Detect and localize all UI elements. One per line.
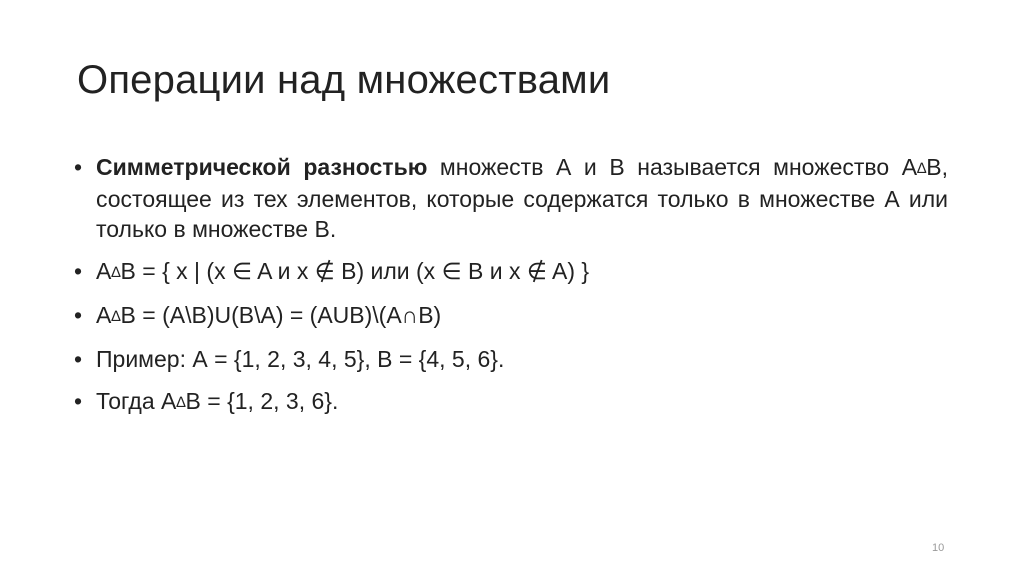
bullet-set-builder bbox=[72, 256, 948, 288]
formula-prefix: А bbox=[96, 258, 112, 284]
bullet-definition bbox=[72, 152, 948, 244]
delta-symbol: ∆ bbox=[111, 264, 121, 281]
result-text: В = {1, 2, 3, 6}. bbox=[185, 388, 339, 414]
term-bold: Симметрической разностью bbox=[96, 154, 428, 180]
example-text: Пример: А = {1, 2, 3, 4, 5}, В = {4, 5, 6}. bbox=[96, 346, 505, 372]
bullet-icon: • bbox=[74, 154, 83, 180]
delta-symbol: ∆ bbox=[176, 394, 186, 411]
slide-title: Операции над множествами bbox=[77, 58, 611, 102]
bullet-result bbox=[72, 386, 948, 418]
bullet-icon: • bbox=[74, 258, 83, 284]
formula-text: В = { x | (x ∈ A и x ∉ B) или (x ∈ B и x ∉ A) } bbox=[120, 258, 590, 284]
definition-text-after: В, состоящее из тех элементов, которые содержатся только в множестве А или только в множестве В. bbox=[96, 154, 948, 242]
delta-symbol: ∆ bbox=[111, 308, 121, 325]
bullet-icon: • bbox=[74, 346, 83, 372]
page-number: 10 bbox=[932, 542, 945, 554]
bullet-icon: • bbox=[74, 302, 83, 328]
formula-prefix: А bbox=[96, 302, 112, 328]
delta-symbol: ∆ bbox=[917, 160, 927, 177]
result-prefix: Тогда А bbox=[96, 388, 177, 414]
bullet-identity bbox=[72, 300, 948, 332]
formula-text: В = (A\B)U(B\A) = (AUB)\(A∩B) bbox=[120, 302, 442, 328]
bullet-example bbox=[72, 344, 948, 374]
definition-text: множеств А и В называется множество А bbox=[427, 154, 918, 180]
bullet-icon: • bbox=[74, 388, 83, 414]
bullet-list bbox=[72, 152, 948, 430]
